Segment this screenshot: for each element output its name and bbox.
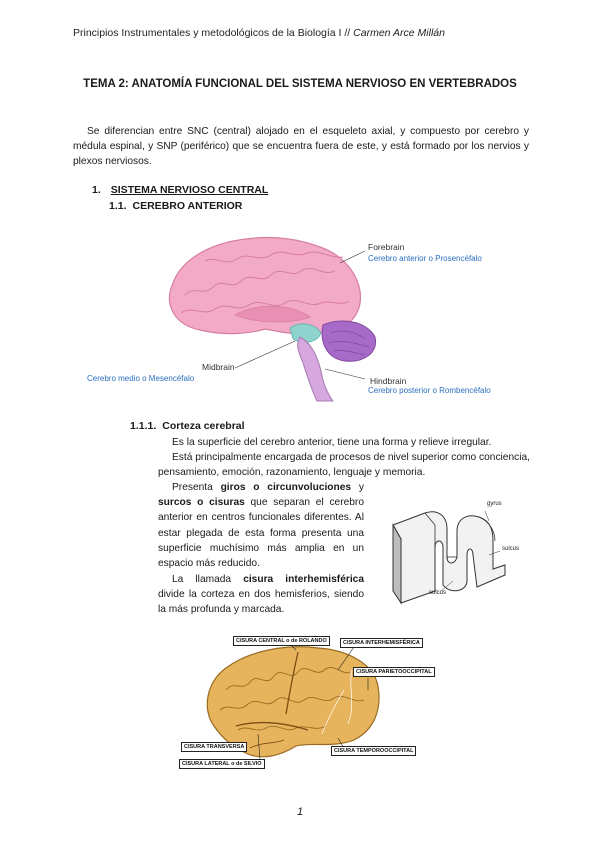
section-heading-1 xyxy=(92,184,268,196)
section-heading-1-1-1 xyxy=(130,420,245,432)
cortex-text-4b: divide la corteza en dos hemisferios, siendo la más profunda y marcada. xyxy=(158,589,364,616)
page-header xyxy=(73,27,445,39)
sulcus-label-bottom: sulcus xyxy=(429,590,447,596)
intro-paragraph xyxy=(73,124,529,170)
section-number: 1. xyxy=(92,184,101,196)
section-number: 1.1. xyxy=(109,200,127,212)
brain-fissures-figure xyxy=(178,630,443,775)
author-name: Carmen Arce Millán xyxy=(353,27,445,39)
forebrain-label-es: Cerebro anterior o Prosencéfalo xyxy=(368,254,482,263)
cortex-paragraph-4 xyxy=(158,572,364,618)
transverse-fissure-label: CISURA TRANSVERSA xyxy=(181,742,247,752)
cortex-paragraph-1 xyxy=(158,435,530,450)
parietooccipital-fissure-label: CISURA PARIETOOCCIPITAL xyxy=(353,667,435,677)
intro-text: Se diferencian entre SNC (central) alojado en el esqueleto axial, y compuesto por cerebro y médula espinal, y SNP (periférico) que se encuentra fuera de este, y está formado por los nervios y plexos nerviosos. xyxy=(73,126,529,168)
hindbrain-label: Hindbrain xyxy=(370,376,407,386)
cortex-text-3b: y xyxy=(351,482,364,493)
forebrain-label: Forebrain xyxy=(368,242,405,252)
document-title: TEMA 2: ANATOMÍA FUNCIONAL DEL SISTEMA NERVIOSO EN VERTEBRADOS xyxy=(83,78,517,90)
hindbrain-label-es: Cerebro posterior o Rombencéfalo xyxy=(368,386,491,395)
midbrain-label-es: Cerebro medio o Mesencéfalo xyxy=(87,374,195,383)
cortex-paragraph-3 xyxy=(158,480,364,571)
section-heading-1-1 xyxy=(109,200,242,212)
midbrain-label: Midbrain xyxy=(202,362,235,372)
interhemispheric-fissure-label: CISURA INTERHEMISFÉRICA xyxy=(340,638,423,648)
section-label: SISTEMA NERVIOSO CENTRAL xyxy=(110,184,269,196)
silvio-fissure-label: CISURA LATERAL o de SILVIO xyxy=(179,759,265,769)
temporooccipital-fissure-label: CISURA TEMPOROOCCIPITAL xyxy=(331,746,416,756)
cortex-text-3c: que separan el cerebro anterior en centros funcionales diferentes. Al estar plegada de esta forma presenta una superficie muchísimo más amplia en un espacio más reducido. xyxy=(158,497,364,570)
cortex-text-1: Es la superficie del cerebro anterior, tiene una forma y relieve irregular. xyxy=(172,437,492,448)
gyri-term: giros o circunvoluciones xyxy=(220,482,352,493)
interhemispheric-term: cisura interhemisférica xyxy=(243,574,364,585)
section-label: CEREBRO ANTERIOR xyxy=(132,200,243,212)
cortex-text-4a: La llamada xyxy=(172,574,244,585)
page-number: 1 xyxy=(296,806,304,818)
cortex-paragraph-2 xyxy=(158,450,530,480)
rolando-fissure-label: CISURA CENTRAL o de ROLANDO xyxy=(233,636,330,646)
course-name: Principios Instrumentales y metodológicos de la Biología I // xyxy=(73,27,351,39)
sulcus-label-right: sulcus xyxy=(502,546,520,552)
section-number: 1.1.1. xyxy=(130,420,157,432)
cortex-text-3a: Presenta xyxy=(172,482,221,493)
sulci-term: surcos o cisuras xyxy=(158,497,245,509)
section-label: Corteza cerebral xyxy=(162,420,245,432)
gyrus-label: gyrus xyxy=(487,501,502,507)
brain-divisions-figure xyxy=(85,225,525,405)
cortex-text-2: Está principalmente encargada de procesos de nivel superior como conciencia, pensamiento, emoción, razonamiento, lenguaje y memoria. xyxy=(158,452,530,479)
gyrus-sulcus-figure xyxy=(385,495,535,605)
